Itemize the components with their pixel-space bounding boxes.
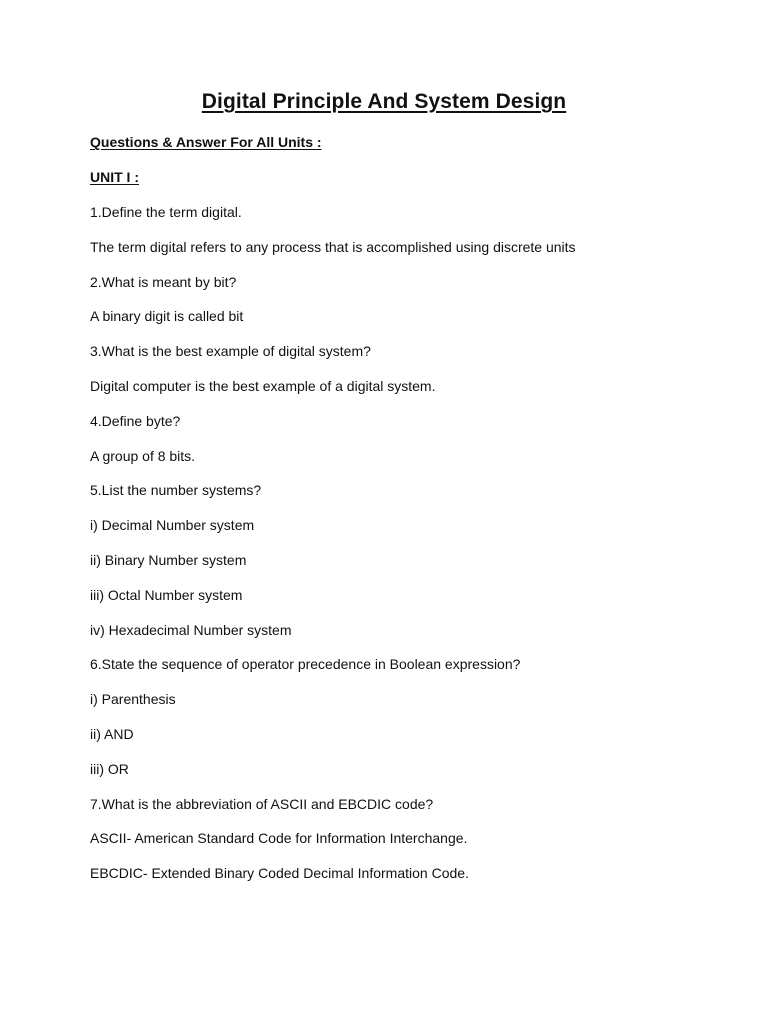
answer-line: iv) Hexadecimal Number system <box>90 621 292 638</box>
question-line: 5.List the number systems? <box>90 482 262 499</box>
answer-line: A binary digit is called bit <box>90 308 244 325</box>
answer-line: EBCDIC- Extended Binary Coded Decimal Information Code. <box>90 865 469 882</box>
answer-line: i) Decimal Number system <box>90 517 255 534</box>
document-title: Digital Principle And System Design <box>201 90 567 113</box>
answer-line: ii) AND <box>90 725 134 742</box>
answer-line: ii) Binary Number system <box>90 551 247 568</box>
question-line: 2.What is meant by bit? <box>90 273 237 290</box>
answer-line: iii) Octal Number system <box>90 586 243 603</box>
answer-line: ASCII- American Standard Code for Information Interchange. <box>90 830 468 847</box>
question-line: 1.Define the term digital. <box>90 204 242 220</box>
answer-line: iii) OR <box>90 760 129 777</box>
answer-line: Digital computer is the best example of a digital system. <box>90 377 436 394</box>
qa-list <box>90 204 710 900</box>
answer-line: The term digital refers to any process that is accomplished using discrete units <box>90 238 576 255</box>
question-line: 3.What is the best example of digital system? <box>90 343 371 360</box>
question-line: 6.State the sequence of operator precedence in Boolean expression? <box>90 656 521 673</box>
answer-line: i) Parenthesis <box>90 691 176 708</box>
answer-line: A group of 8 bits. <box>90 447 196 464</box>
unit-heading: UNIT I : <box>90 169 139 185</box>
section-heading-qa: Questions & Answer For All Units : <box>90 134 322 150</box>
question-line: 4.Define byte? <box>90 412 181 429</box>
question-line: 7.What is the abbreviation of ASCII and EBCDIC code? <box>90 795 434 812</box>
